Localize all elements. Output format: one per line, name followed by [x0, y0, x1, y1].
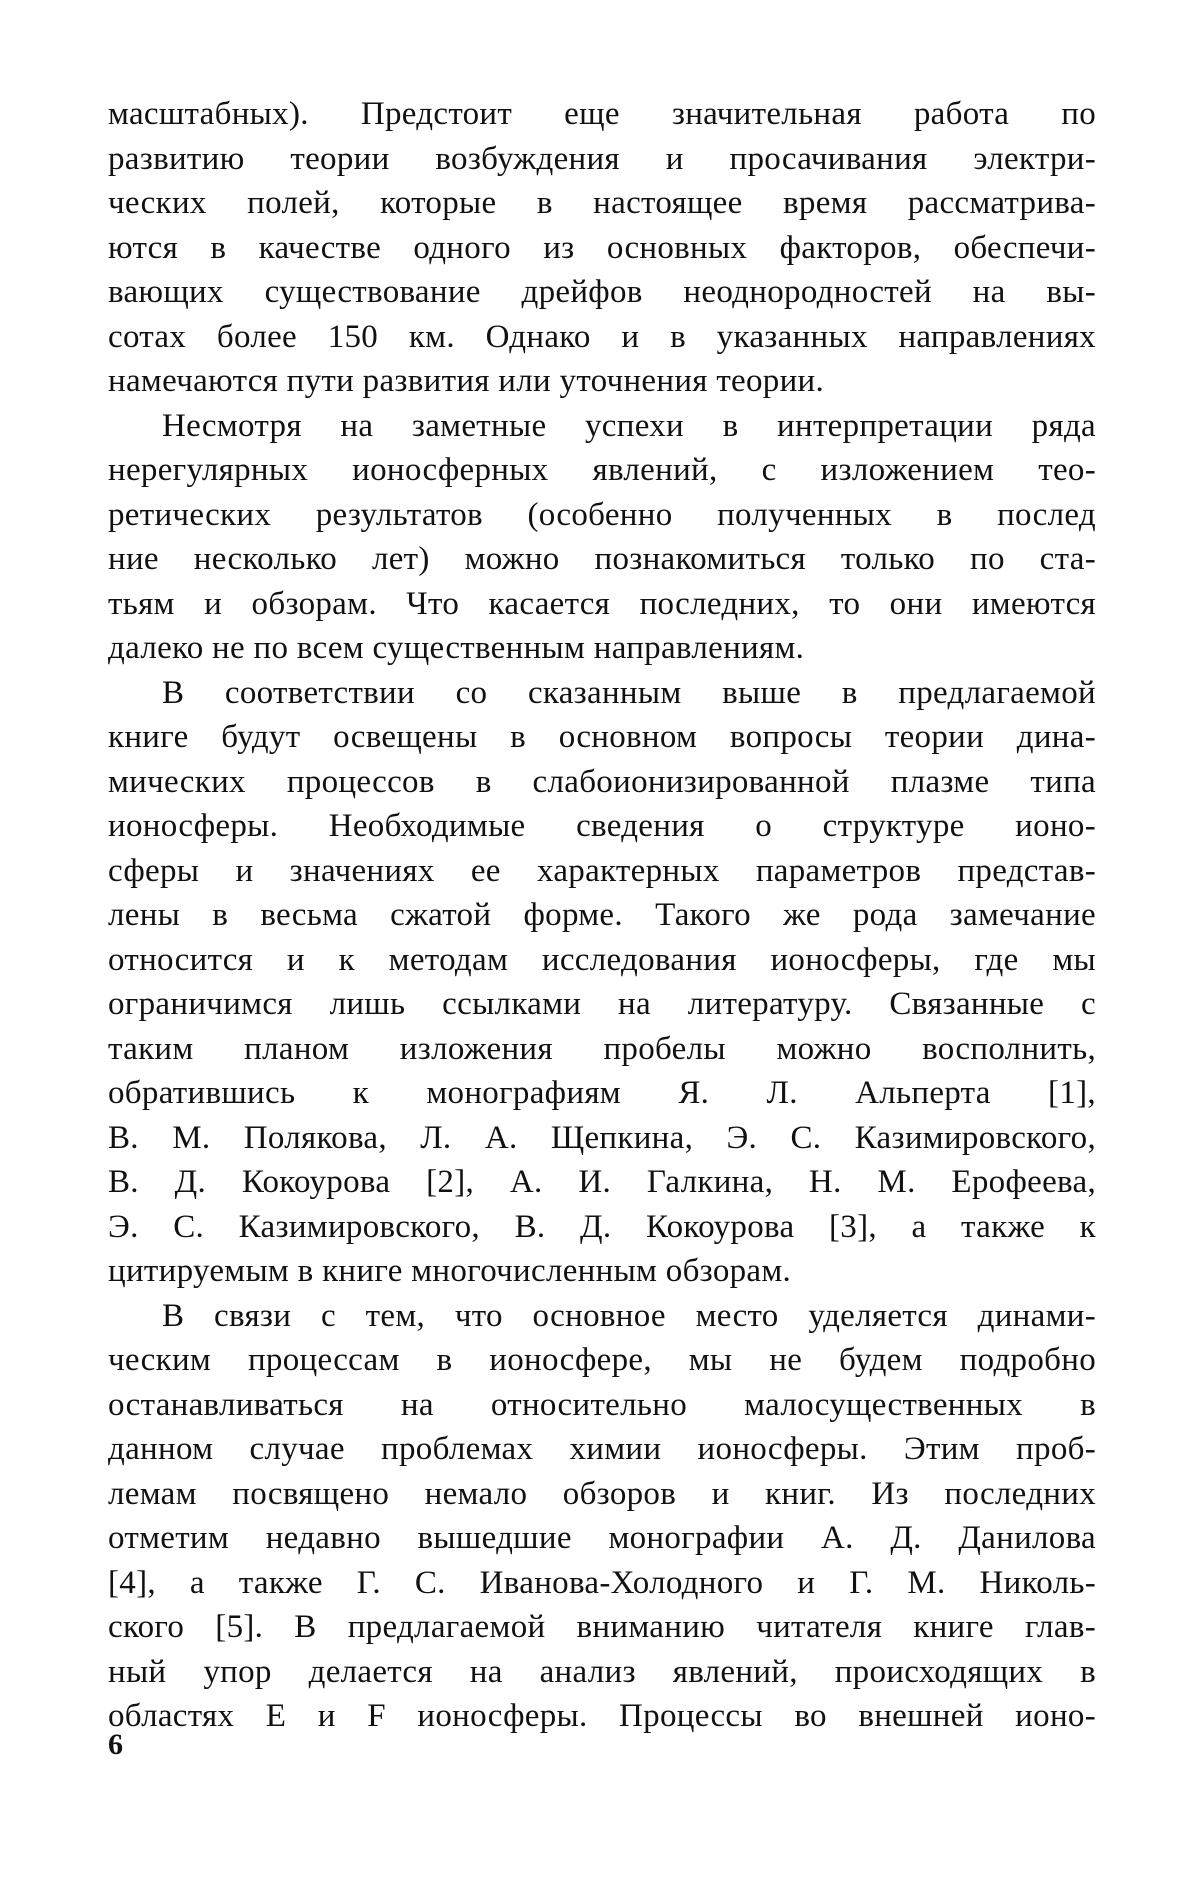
text-line: цитируемым в книге многочисленным обзорам.: [108, 1253, 792, 1289]
text-line: нерегулярных ионосферных явлений, с изложением тео-: [108, 452, 1096, 488]
text-line: относится и к методам исследования ионосферы, где мы: [108, 941, 1096, 978]
paragraph-1: [108, 92, 1096, 404]
text-line: ческих полей, которые в настоящее время рассматрива-: [108, 185, 1096, 221]
text-line: В связи с тем, что основное место уделяется динами-: [162, 1297, 1096, 1334]
text-line: ческим процессам в ионосфере, мы не будем подробно: [108, 1342, 1096, 1378]
text-line: ретических результатов (особенно полученных в послед: [108, 496, 1096, 533]
text-line: масштабных). Предстоит еще значительная работа по: [108, 96, 1096, 132]
text-line: останавливаться на относительно малосущественных в: [108, 1386, 1096, 1423]
text-line: сферы и значениях ее характерных параметров представ-: [108, 852, 1096, 889]
text-line: книге будут освещены в основном вопросы теории дина-: [108, 719, 1096, 755]
text-line: В. Д. Кокоурова [2], А. И. Галкина, Н. М. Ерофеева,: [108, 1164, 1096, 1200]
text-line: лемам посвящено немало обзоров и книг. Из последних: [108, 1475, 1096, 1512]
text-line: лены в весьма сжатой форме. Такого же рода замечание: [108, 897, 1096, 933]
page-number: 6: [108, 1728, 123, 1761]
paragraph-2: [108, 404, 1096, 671]
text-line: областях E и F ионосферы. Процессы во внешней ионо-: [108, 1698, 1096, 1734]
paragraph-4: [108, 1294, 1096, 1739]
text-line: мических процессов в слабоионизированной плазме типа: [108, 763, 1096, 800]
text-line: [4], а также Г. С. Иванова-Холодного и Г. М. Николь-: [108, 1564, 1096, 1601]
text-line: ются в качестве одного из основных факторов, обеспечи-: [108, 229, 1096, 266]
text-line: ского [5]. В предлагаемой вниманию читателя книге глав-: [108, 1609, 1096, 1645]
text-line: данном случае проблемах химии ионосферы. Этим проб-: [108, 1431, 1096, 1467]
text-line: вающих существование дрейфов неоднородностей на вы-: [108, 274, 1096, 310]
text-line: Несмотря на заметные успехи в интерпретации ряда: [162, 407, 1096, 444]
text-line: В. М. Полякова, Л. А. Щепкина, Э. С. Казимировского,: [108, 1119, 1096, 1156]
text-line: ограничимся лишь ссылками на литературу. Связанные с: [108, 986, 1096, 1022]
text-line: отметим недавно вышедшие монографии А. Д. Данилова: [108, 1520, 1096, 1556]
page-body: [108, 92, 1096, 1739]
text-line: развитию теории возбуждения и просачивания электри-: [108, 140, 1096, 177]
text-line: сотах более 150 км. Однако и в указанных направлениях: [108, 318, 1096, 355]
text-line: обратившись к монографиям Я. Л. Альперта [1],: [108, 1075, 1096, 1111]
paragraph-3: [108, 671, 1096, 1294]
text-line: Э. С. Казимировского, В. Д. Кокоурова [3], а также к: [108, 1208, 1096, 1245]
text-line: намечаются пути развития или уточнения теории.: [108, 363, 825, 399]
text-line: таким планом изложения пробелы можно восполнить,: [108, 1030, 1096, 1067]
text-line: тьям и обзорам. Что касается последних, то они имеются: [108, 585, 1096, 622]
text-line: ный упор делается на анализ явлений, происходящих в: [108, 1653, 1096, 1690]
text-line: В соответствии со сказанным выше в предлагаемой: [162, 674, 1096, 711]
text-line: ионосферы. Необходимые сведения о структуре ионо-: [108, 808, 1096, 844]
text-line: ние несколько лет) можно познакомиться только по ста-: [108, 541, 1096, 577]
text-line: далеко не по всем существенным направлениям.: [108, 630, 805, 666]
